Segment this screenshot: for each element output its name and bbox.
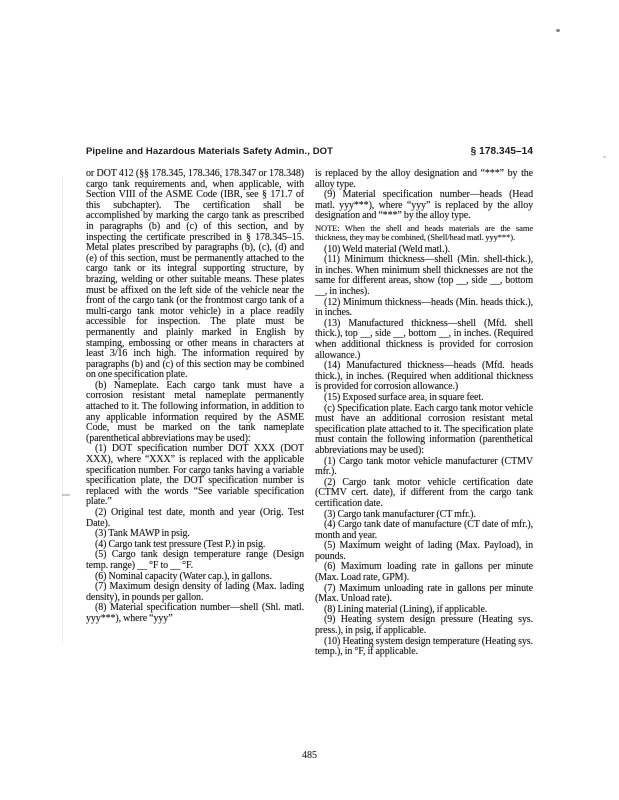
running-head-section-number: § 178.345–14 bbox=[470, 146, 533, 157]
paragraph-b14: (14) Manufactured thickness—heads (Mfd. heads thick.), in inches. (Required when additional thickness is provided for corrosion allowance.) bbox=[315, 360, 533, 393]
paragraph-c5: (5) Maximum weight of lading (Max. Payload), in pounds. bbox=[315, 540, 533, 562]
paragraph-c1: (1) Cargo tank motor vehicle manufacturer (CTMV mfr.). bbox=[315, 455, 533, 478]
paragraph-b11: (11) Minimum thickness—shell (Min. shell-thick.), in inches. When minimum shell thicknesses are not the same for different areas, show (top __, side __, bottom __, in inches). bbox=[315, 254, 533, 298]
paragraph-b9: (9) Material specification number—heads (Head matl. yyy***), where “yyy” is replaced by the alloy designation and “***” by the alloy type. bbox=[315, 189, 533, 222]
paragraph-b7: (7) Maximum design density of lading (Max. lading density), in pounds per gallon. bbox=[86, 581, 304, 603]
paragraph-b6: (6) Nominal capacity (Water cap.), in gallons. bbox=[95, 570, 272, 582]
paragraph-b3: (3) Tank MAWP in psig. bbox=[95, 528, 190, 540]
paragraph-b12: (12) Minimum thickness—heads (Min. heads thick.), in inches. bbox=[315, 296, 533, 319]
paragraph-b1: (1) DOT specification number DOT XXX (DOT XXX), where “XXX” is replaced with the applicable specification number. For cargo tanks having a variable specification plate, the DOT specification number is replaced with the words “See variable specification plate.” bbox=[86, 443, 304, 508]
scan-edge-artifact bbox=[62, 176, 63, 644]
running-head-agency: Pipeline and Hazardous Materials Safety Admin., DOT bbox=[86, 146, 334, 157]
paragraph-note: NOTE: When the shell and heads materials are the same thickness, they may be combined, (Shell/head matl. yyy***). bbox=[315, 222, 533, 243]
text-columns bbox=[86, 169, 533, 658]
page-number: 485 bbox=[302, 750, 317, 761]
paragraph-c7: (7) Maximum unloading rate in gallons per minute (Max. Unload rate). bbox=[315, 582, 533, 605]
paragraph-c4: (4) Cargo tank date of manufacture (CT date of mfr.), month and year. bbox=[315, 519, 533, 541]
scan-edge-artifact bbox=[62, 494, 70, 497]
paragraph-b5: (5) Cargo tank design temperature range (Design temp. range) __ °F to __ °F. bbox=[86, 549, 304, 571]
paragraph-b13: (13) Manufactured thickness—shell (Mfd. shell thick.), top __, side __, bottom __, in inches. (Required when additional thickness is provided for corrosion allowance.) bbox=[315, 317, 533, 361]
paragraph-c9: (9) Heating system design pressure (Heating sys. press.), in psig, if applicable. bbox=[315, 614, 533, 637]
paragraph-b15: (15) Exposed surface area, in square feet. bbox=[324, 391, 484, 403]
scan-speck bbox=[603, 156, 606, 158]
paragraph-continuation: or DOT 412 (§§ 178.345, 178.346, 178.347 or 178.348) cargo tank requirements and, when applicable, with Section VIII of the ASME Code (IBR, see § 171.7 of this subchapter). The certification shall be accomplished by marking the cargo tank as prescribed in paragraphs (b) and (c) of this section, and by inspecting the certificate prescribed in § 178.345–15. Metal plates prescribed by paragraphs (b), (c), (d) and (e) of this section, must be permanently attached to the cargo tank or its integral supporting structure, by brazing, welding or other suitable means. These plates must be affixed on the left side of the vehicle near the front of the cargo tank (or the frontmost cargo tank of a multi-cargo tank motor vehicle) in a place readily accessible for inspection. The plate must be permanently and plainly marked in English by stamping, embossing or other means in characters at least 3/16 inch high. The information required by paragraphs (b) and (c) of this section may be combined on one specification plate. bbox=[86, 168, 304, 381]
paragraph-b8-continuation: is replaced by the alloy designation and “***” by the alloy type. bbox=[315, 168, 533, 190]
scan-speck bbox=[556, 29, 560, 32]
running-head bbox=[86, 146, 533, 157]
paragraph-c3: (3) Cargo tank manufacturer (CT mfr.). bbox=[324, 508, 476, 520]
paragraph-c8: (8) Lining material (Lining), if applicable. bbox=[324, 603, 488, 615]
paragraph-b4: (4) Cargo tank test pressure (Test P.) in psig. bbox=[95, 538, 266, 550]
paragraph-b2: (2) Original test date, month and year (Orig. Test Date). bbox=[86, 507, 304, 529]
paragraph-c-specification-plate: (c) Specification plate. Each cargo tank motor vehicle must have an additional corrosion resistant metal specification plate attached to it. The specification plate must contain the following information (parenthetical abbreviations may be used): bbox=[315, 402, 533, 456]
right-column bbox=[315, 169, 533, 658]
left-column bbox=[86, 169, 304, 658]
paragraph-b10: (10) Weld material (Weld matl.). bbox=[324, 243, 450, 255]
paragraph-b8: (8) Material specification number—shell (Shl. matl. yyy***), where “yyy” bbox=[86, 602, 304, 624]
page-content bbox=[86, 146, 533, 658]
paragraph-b-nameplate: (b) Nameplate. Each cargo tank must have a corrosion resistant metal nameplate permanently attached to it. The following information, in addition to any applicable information required by the ASME Code, must be marked on the tank nameplate (parenthetical abbreviations may be used): bbox=[86, 379, 304, 444]
paragraph-c2: (2) Cargo tank motor vehicle certification date (CTMV cert. date), if different from the cargo tank certification date. bbox=[315, 476, 533, 509]
paragraph-c10: (10) Heating system design temperature (Heating sys. temp.), in °F, if applicable. bbox=[315, 635, 533, 658]
paragraph-c6: (6) Maximum loading rate in gallons per minute (Max. Load rate, GPM). bbox=[315, 561, 533, 584]
